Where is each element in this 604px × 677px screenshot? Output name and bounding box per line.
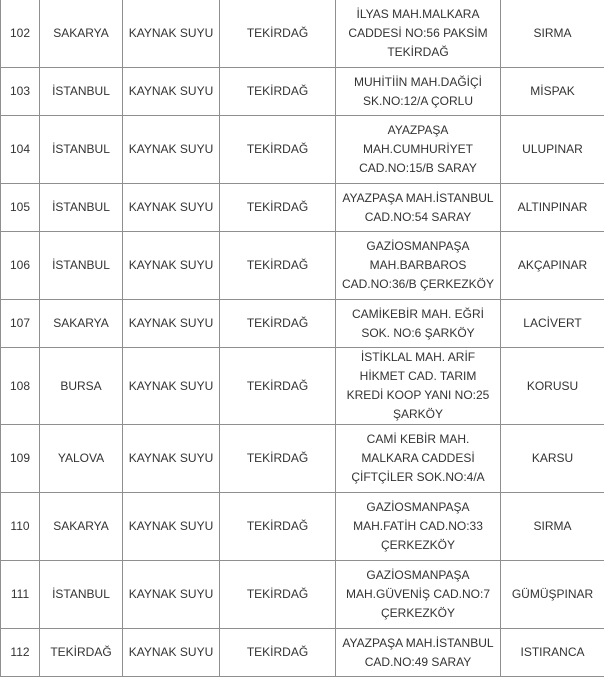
- cell-plant: TEKİRDAĞ: [220, 348, 336, 425]
- cell-no: 107: [1, 300, 40, 348]
- table-row: [1, 348, 604, 425]
- cell-type: KAYNAK SUYU: [123, 348, 220, 425]
- cell-brand: MİSPAK: [501, 68, 604, 116]
- table-row: [1, 425, 604, 493]
- cell-city: İSTANBUL: [40, 116, 123, 184]
- cell-address: GAZİOSMANPAŞA MAH.BARBAROS CAD.NO:36/B ÇERKEZKÖY: [336, 232, 501, 300]
- cell-plant: TEKİRDAĞ: [220, 184, 336, 232]
- cell-plant: TEKİRDAĞ: [220, 0, 336, 68]
- cell-brand: ISTIRANCA: [501, 629, 604, 677]
- table-row: [1, 116, 604, 184]
- cell-city: İSTANBUL: [40, 232, 123, 300]
- cell-no: 109: [1, 425, 40, 493]
- cell-type: KAYNAK SUYU: [123, 0, 220, 68]
- cell-address: GAZİOSMANPAŞA MAH.GÜVENİŞ CAD.NO:7 ÇERKEZKÖY: [336, 561, 501, 629]
- cell-brand: LACİVERT: [501, 300, 604, 348]
- cell-address: CAMİKEBİR MAH. EĞRİ SOK. NO:6 ŞARKÖY: [336, 300, 501, 348]
- cell-no: 104: [1, 116, 40, 184]
- cell-address: CAMİ KEBİR MAH. MALKARA CADDESİ ÇİFTÇİLER SOK.NO:4/A: [336, 425, 501, 493]
- cell-plant: TEKİRDAĞ: [220, 300, 336, 348]
- cell-type: KAYNAK SUYU: [123, 300, 220, 348]
- table-row: [1, 561, 604, 629]
- cell-type: KAYNAK SUYU: [123, 232, 220, 300]
- cell-city: SAKARYA: [40, 300, 123, 348]
- cell-address: MUHİTİİN MAH.DAĞİÇİ SK.NO:12/A ÇORLU: [336, 68, 501, 116]
- cell-address: İLYAS MAH.MALKARA CADDESİ NO:56 PAKSİM TEKİRDAĞ: [336, 0, 501, 68]
- cell-type: KAYNAK SUYU: [123, 561, 220, 629]
- cell-city: YALOVA: [40, 425, 123, 493]
- cell-brand: AKÇAPINAR: [501, 232, 604, 300]
- cell-brand: KARSU: [501, 425, 604, 493]
- cell-no: 103: [1, 68, 40, 116]
- cell-city: İSTANBUL: [40, 68, 123, 116]
- cell-address: AYAZPAŞA MAH.İSTANBUL CAD.NO:54 SARAY: [336, 184, 501, 232]
- table-row: [1, 232, 604, 300]
- cell-type: KAYNAK SUYU: [123, 493, 220, 561]
- cell-no: 111: [1, 561, 40, 629]
- cell-plant: TEKİRDAĞ: [220, 116, 336, 184]
- cell-city: SAKARYA: [40, 0, 123, 68]
- table-row: [1, 629, 604, 677]
- cell-address: İSTİKLAL MAH. ARİF HİKMET CAD. TARIM KREDİ KOOP YANI NO:25 ŞARKÖY: [336, 348, 501, 425]
- cell-brand: SIRMA: [501, 493, 604, 561]
- cell-no: 102: [1, 0, 40, 68]
- cell-address: GAZİOSMANPAŞA MAH.FATİH CAD.NO:33 ÇERKEZKÖY: [336, 493, 501, 561]
- cell-plant: TEKİRDAĞ: [220, 68, 336, 116]
- cell-brand: ULUPINAR: [501, 116, 604, 184]
- cell-type: KAYNAK SUYU: [123, 425, 220, 493]
- cell-city: SAKARYA: [40, 493, 123, 561]
- cell-city: İSTANBUL: [40, 561, 123, 629]
- cell-plant: TEKİRDAĞ: [220, 232, 336, 300]
- cell-address: AYAZPAŞA MAH.CUMHURİYET CAD.NO:15/B SARAY: [336, 116, 501, 184]
- cell-no: 105: [1, 184, 40, 232]
- cell-plant: TEKİRDAĞ: [220, 425, 336, 493]
- cell-type: KAYNAK SUYU: [123, 184, 220, 232]
- cell-plant: TEKİRDAĞ: [220, 629, 336, 677]
- cell-brand: KORUSU: [501, 348, 604, 425]
- cell-no: 110: [1, 493, 40, 561]
- cell-type: KAYNAK SUYU: [123, 68, 220, 116]
- cell-address: AYAZPAŞA MAH.İSTANBUL CAD.NO:49 SARAY: [336, 629, 501, 677]
- cell-no: 112: [1, 629, 40, 677]
- table-row: [1, 300, 604, 348]
- cell-no: 106: [1, 232, 40, 300]
- table-row: [1, 184, 604, 232]
- cell-brand: ALTINPINAR: [501, 184, 604, 232]
- cell-brand: SIRMA: [501, 0, 604, 68]
- cell-city: BURSA: [40, 348, 123, 425]
- cell-type: KAYNAK SUYU: [123, 116, 220, 184]
- cell-city: TEKİRDAĞ: [40, 629, 123, 677]
- table-row: [1, 493, 604, 561]
- cell-plant: TEKİRDAĞ: [220, 493, 336, 561]
- table-row: [1, 68, 604, 116]
- table-row: [1, 0, 604, 68]
- cell-type: KAYNAK SUYU: [123, 629, 220, 677]
- cell-brand: GÜMÜŞPINAR: [501, 561, 604, 629]
- cell-no: 108: [1, 348, 40, 425]
- cell-plant: TEKİRDAĞ: [220, 561, 336, 629]
- cell-city: İSTANBUL: [40, 184, 123, 232]
